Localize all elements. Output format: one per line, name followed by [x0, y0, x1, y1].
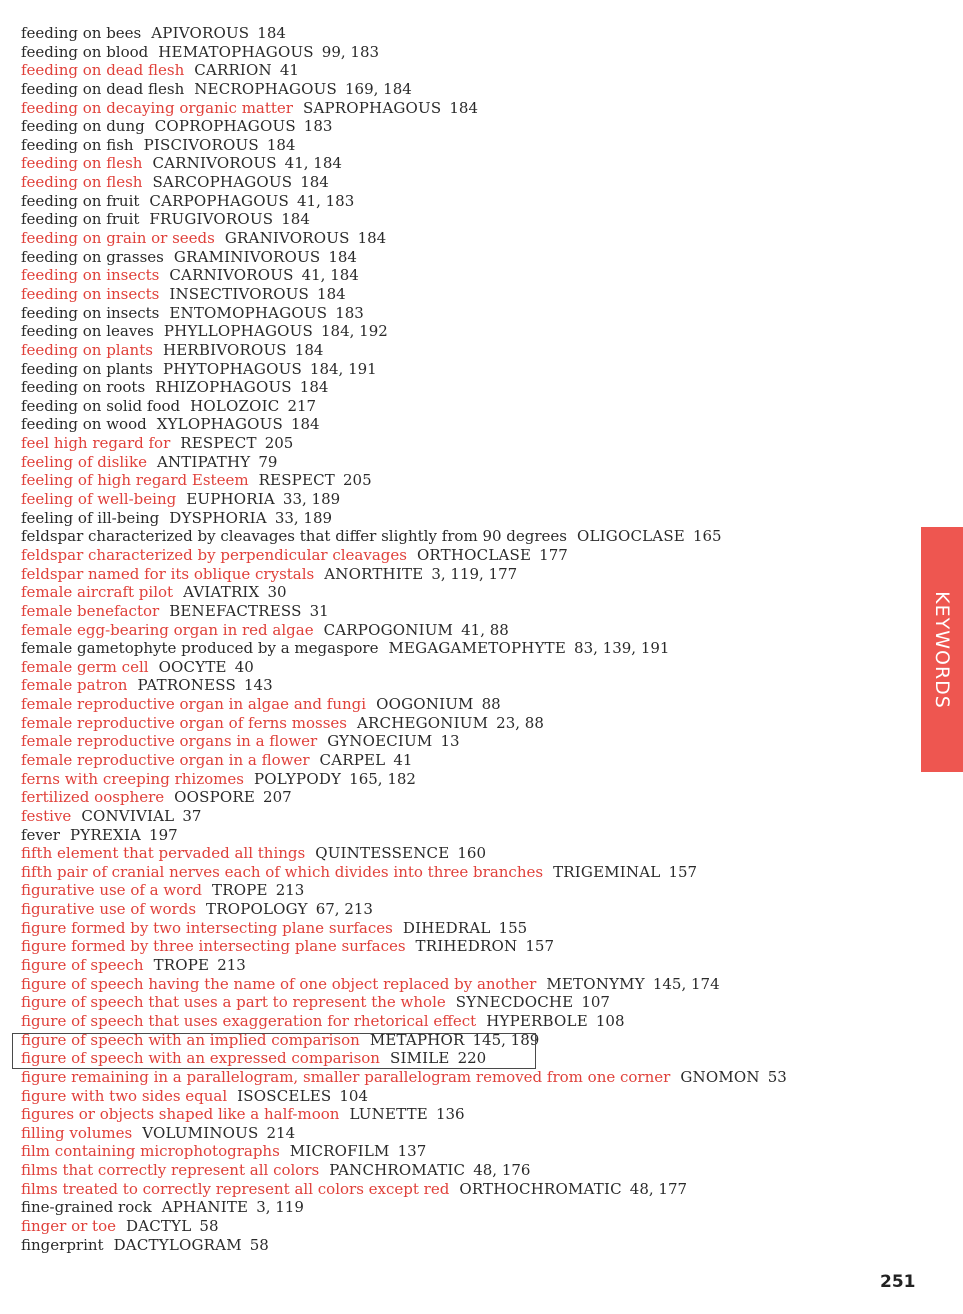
side-tab-label: KEYWORDS	[931, 590, 953, 709]
entry-keyword: feeding on fish	[21, 135, 134, 154]
index-entry	[21, 658, 901, 677]
index-entry	[21, 565, 901, 584]
entry-headword: QUINTESSENCE	[315, 844, 450, 863]
entry-pages: 41, 184	[301, 266, 359, 285]
index-entry	[21, 210, 901, 229]
entry-headword: RESPECT	[258, 471, 336, 490]
entry-keyword: figure remaining in a parallelogram, smaller parallelogram removed from one corner	[21, 1067, 671, 1086]
entry-keyword: figure of speech having the name of one object replaced by another	[21, 974, 537, 993]
entry-headword: AVIATRIX	[183, 583, 260, 602]
index-entry	[21, 900, 901, 919]
entry-keyword: feldspar characterized by perpendicular cleavages	[21, 545, 407, 564]
entry-keyword: festive	[21, 806, 72, 825]
index-entry	[21, 192, 901, 211]
entry-keyword: female germ cell	[21, 657, 149, 676]
entry-pages: 41, 88	[461, 620, 509, 639]
entry-headword: PANCHROMATIC	[329, 1161, 466, 1180]
entry-headword: DIHEDRAL	[402, 918, 491, 937]
index-entry	[21, 453, 901, 472]
entry-headword: CARPEL	[319, 750, 386, 769]
index-entry	[21, 919, 901, 938]
index-entry	[21, 509, 901, 528]
entry-keyword: figurative use of words	[21, 900, 197, 919]
index-entry	[21, 770, 901, 789]
index-entry	[21, 1124, 901, 1143]
index-entry	[21, 527, 901, 546]
entry-pages: 213	[217, 956, 246, 975]
entry-pages: 165	[692, 527, 722, 546]
entry-pages: 58	[199, 1217, 219, 1235]
entry-headword: PISCIVOROUS	[143, 135, 259, 154]
entry-keyword: films treated to correctly represent all colors except red	[21, 1179, 450, 1198]
index-entry	[21, 937, 901, 956]
entry-keyword: fine-grained rock	[21, 1198, 152, 1217]
entry-pages: 220	[457, 1049, 487, 1068]
entry-keyword: feeding on dead flesh	[21, 79, 185, 98]
entry-keyword: films that correctly represent all colors	[21, 1161, 320, 1180]
entry-keyword: feeding on insects	[21, 284, 160, 303]
index-entry	[21, 788, 901, 807]
index-entry	[21, 248, 901, 267]
entry-headword: ORTHOCLASE	[416, 545, 532, 564]
index-entry	[21, 99, 901, 118]
entry-pages: 207	[263, 788, 292, 807]
entry-headword: SAPROPHAGOUS	[302, 98, 442, 117]
entry-pages: 177	[539, 545, 568, 564]
entry-pages: 184, 191	[309, 359, 377, 378]
index-entry	[21, 378, 901, 397]
entry-keyword: fever	[21, 825, 60, 844]
entry-pages: 165, 182	[349, 769, 416, 788]
entry-keyword: feeding on wood	[21, 415, 147, 434]
entry-headword: OOGONIUM	[376, 695, 474, 714]
index-entry	[21, 1217, 901, 1236]
index-entry	[21, 1105, 901, 1124]
entry-pages: 3, 119, 177	[431, 564, 518, 583]
entry-headword: GRAMINIVOROUS	[173, 247, 321, 266]
index-entry	[21, 732, 901, 751]
entry-headword: COPROPHAGOUS	[154, 117, 296, 136]
entry-pages: 88	[481, 695, 501, 714]
index-entry	[21, 1012, 901, 1031]
entry-pages: 48, 176	[473, 1161, 531, 1180]
entry-headword: SYNECDOCHE	[455, 993, 574, 1012]
entry-keyword: feeding on blood	[21, 42, 149, 61]
entry-pages: 31	[309, 601, 329, 620]
entry-pages: 145, 174	[652, 974, 720, 993]
entry-pages: 184	[317, 284, 346, 303]
entry-keyword: female reproductive organs in a flower	[21, 732, 318, 751]
entry-headword: HYPERBOLE	[486, 1011, 588, 1030]
entry-headword: CARPOGONIUM	[323, 620, 454, 639]
index-entry	[21, 956, 901, 975]
entry-pages: 184	[257, 24, 286, 42]
index-entry	[21, 229, 901, 248]
entry-keyword: figure of speech with an implied comparison	[21, 1030, 360, 1049]
entry-keyword: female benefactor	[21, 601, 160, 620]
entry-headword: CARNIVOROUS	[169, 266, 294, 285]
entry-pages: 214	[266, 1123, 296, 1142]
index-entry	[21, 471, 901, 490]
entry-headword: DYSPHORIA	[169, 508, 267, 527]
index-entry	[21, 993, 901, 1012]
entry-headword: VOLUMINOUS	[142, 1123, 259, 1142]
entry-keyword: feeding on grain or seeds	[21, 229, 215, 248]
index-entry	[21, 1161, 901, 1180]
entry-keyword: female patron	[21, 676, 128, 695]
index-entry	[21, 136, 901, 155]
entry-keyword: feeding on plants	[21, 340, 153, 359]
index-entry	[21, 322, 901, 341]
entry-pages: 48, 177	[629, 1179, 688, 1198]
entry-headword: METONYMY	[546, 974, 645, 993]
keywords-side-tab	[921, 527, 963, 772]
entry-keyword: figure of speech that uses exaggeration for rhetorical effect	[21, 1011, 477, 1030]
entry-keyword: feeding on insects	[21, 266, 160, 285]
entry-pages: 184	[449, 98, 479, 117]
entry-headword: GRANIVOROUS	[224, 229, 350, 248]
entry-keyword: feeding on fruit	[21, 210, 140, 229]
entry-keyword: feeding on dead flesh	[21, 61, 185, 80]
entry-pages: 169, 184	[344, 79, 412, 98]
index-entry	[21, 285, 901, 304]
index-entry	[21, 434, 901, 453]
entry-keyword: fifth element that pervaded all things	[21, 844, 306, 863]
entry-headword: MEGAGAMETOPHYTE	[388, 639, 567, 658]
entry-headword: EUPHORIA	[186, 490, 275, 509]
index-entry	[21, 304, 901, 323]
entry-headword: RHIZOPHAGOUS	[155, 378, 292, 397]
entry-headword: DACTYLOGRAM	[113, 1235, 242, 1254]
entry-pages: 41	[279, 61, 299, 80]
entry-headword: DACTYL	[126, 1217, 192, 1235]
index-entry	[21, 546, 901, 565]
entry-headword: MICROFILM	[289, 1142, 390, 1161]
entry-keyword: female reproductive organ of ferns mosses	[21, 713, 347, 732]
index-entry	[21, 621, 901, 640]
entry-pages: 184	[300, 173, 329, 192]
entry-pages: 143	[243, 676, 273, 695]
entry-headword: OOCYTE	[158, 657, 227, 676]
entry-pages: 3, 119	[256, 1198, 304, 1217]
index-entry	[21, 1142, 901, 1161]
entry-headword: CONVIVIAL	[81, 806, 175, 825]
entry-headword: TRIGEMINAL	[553, 862, 661, 881]
entry-headword: BENEFACTRESS	[169, 601, 302, 620]
entry-keyword: ferns with creeping rhizomes	[21, 769, 244, 788]
index-entry	[21, 751, 901, 770]
entry-headword: PHYTOPHAGOUS	[162, 359, 302, 378]
index-entry	[21, 602, 901, 621]
entry-headword: CARRION	[194, 61, 272, 80]
entry-headword: OOSPORE	[174, 788, 256, 807]
entry-keyword: feeling of dislike	[21, 452, 147, 471]
entry-headword: METAPHOR	[369, 1030, 465, 1049]
entry-keyword: fertilized oosphere	[21, 788, 165, 807]
entry-pages: 108	[595, 1011, 625, 1030]
entry-pages: 58	[249, 1235, 269, 1254]
index-entry	[21, 975, 901, 994]
entry-pages: 197	[149, 825, 178, 844]
index-entry	[21, 807, 901, 826]
entry-pages: 217	[287, 396, 317, 415]
entry-keyword: feeding on flesh	[21, 154, 143, 173]
entry-keyword: figures or objects shaped like a half-moon	[21, 1105, 340, 1124]
entry-keyword: figure formed by three intersecting plane surfaces	[21, 937, 406, 956]
entry-keyword: finger or toe	[21, 1217, 116, 1235]
index-entry	[21, 583, 901, 602]
entry-keyword: feeding on bees	[21, 24, 142, 42]
entry-headword: CARNIVOROUS	[152, 154, 277, 173]
entry-keyword: film containing microphotographs	[21, 1142, 280, 1161]
entry-headword: ANTIPATHY	[156, 452, 251, 471]
entry-headword: PHYLLOPHAGOUS	[163, 322, 313, 341]
entry-headword: POLYPODY	[253, 769, 342, 788]
entry-headword: INSECTIVOROUS	[169, 284, 310, 303]
index-entry	[21, 360, 901, 379]
entry-pages: 137	[397, 1142, 427, 1161]
entry-keyword: female reproductive organ in a flower	[21, 750, 310, 769]
index-entry	[21, 173, 901, 192]
entry-keyword: feeding on plants	[21, 359, 153, 378]
entry-pages: 183	[303, 117, 333, 136]
entry-keyword: feeling of ill-being	[21, 508, 160, 527]
entry-pages: 67, 213	[315, 900, 373, 919]
entry-keyword: feldspar characterized by cleavages that differ slightly from 90 degrees	[21, 527, 567, 546]
entry-keyword: figure of speech	[21, 956, 144, 975]
entry-headword: NECROPHAGOUS	[194, 79, 337, 98]
entry-keyword: feeding on decaying organic matter	[21, 98, 293, 117]
entry-pages: 157	[668, 862, 698, 881]
entry-pages: 184	[328, 247, 357, 266]
entry-headword: CARPOPHAGOUS	[149, 191, 290, 210]
entry-keyword: fifth pair of cranial nerves each of which divides into three branches	[21, 862, 544, 881]
entry-keyword: feeling of high regard Esteem	[21, 471, 249, 490]
entry-keyword: feeding on insects	[21, 303, 160, 322]
index-entry	[21, 714, 901, 733]
index-entry	[21, 1180, 901, 1199]
index-entry	[21, 1087, 901, 1106]
entry-headword: ARCHEGONIUM	[356, 713, 489, 732]
entry-headword: ANORTHITE	[324, 564, 424, 583]
index-entry	[21, 695, 901, 714]
entry-keyword: feeding on grasses	[21, 247, 164, 266]
entry-keyword: feeding on leaves	[21, 322, 154, 341]
entry-headword: PATRONESS	[137, 676, 236, 695]
entry-pages: 83, 139, 191	[574, 639, 670, 658]
entry-pages: 184	[290, 415, 320, 434]
entry-headword: HOLOZOIC	[190, 396, 280, 415]
entry-pages: 184, 192	[320, 322, 388, 341]
entry-pages: 184	[294, 340, 324, 359]
entry-pages: 79	[258, 452, 278, 471]
entry-headword: FRUGIVOROUS	[149, 210, 274, 229]
index-entry	[21, 1198, 901, 1217]
index-entry	[21, 1236, 901, 1255]
entry-pages: 40	[234, 657, 254, 676]
entry-headword: ENTOMOPHAGOUS	[169, 303, 328, 322]
entry-headword: TROPE	[212, 881, 268, 900]
entry-pages: 104	[339, 1086, 369, 1105]
entry-pages: 184	[299, 378, 329, 397]
entry-keyword: feeling of well-being	[21, 490, 177, 509]
entry-headword: HEMATOPHAGOUS	[158, 42, 314, 61]
page-number: 251	[880, 1272, 916, 1292]
entry-pages: 205	[343, 471, 372, 490]
entry-pages: 99, 183	[321, 42, 380, 61]
entry-keyword: feldspar named for its oblique crystals	[21, 564, 315, 583]
entry-keyword: filling volumes	[21, 1123, 133, 1142]
entry-pages: 37	[182, 806, 202, 825]
entry-keyword: female aircraft pilot	[21, 583, 174, 602]
index-entry	[21, 881, 901, 900]
entry-keyword: female reproductive organ in algae and fungi	[21, 695, 367, 714]
entry-pages: 41, 184	[284, 154, 342, 173]
entry-pages: 184	[281, 210, 310, 229]
index-entry	[21, 117, 901, 136]
entry-headword: XYLOPHAGOUS	[156, 415, 283, 434]
entry-keyword: fingerprint	[21, 1235, 104, 1254]
entry-pages: 205	[264, 434, 294, 453]
index-entry	[21, 397, 901, 416]
entry-pages: 30	[267, 583, 287, 602]
entry-pages: 157	[525, 937, 554, 956]
entry-keyword: figurative use of a word	[21, 881, 203, 900]
entry-pages: 145, 189	[472, 1030, 540, 1049]
entry-pages: 53	[767, 1067, 787, 1086]
entry-pages: 184	[266, 135, 296, 154]
entry-keyword: feeding on solid food	[21, 396, 181, 415]
entry-pages: 41	[393, 750, 413, 769]
entry-keyword: feeding on fruit	[21, 191, 140, 210]
entry-headword: LUNETTE	[349, 1105, 428, 1124]
entry-headword: TRIHEDRON	[415, 937, 518, 956]
entry-pages: 136	[435, 1105, 465, 1124]
index-entry	[21, 24, 901, 43]
entry-keyword: feeding on flesh	[21, 173, 143, 192]
index-entry	[21, 863, 901, 882]
entry-pages: 23, 88	[496, 713, 544, 732]
entry-pages: 41, 183	[297, 191, 355, 210]
entry-headword: ORTHOCHROMATIC	[459, 1179, 622, 1198]
index-entry	[21, 341, 901, 360]
entry-pages: 33, 189	[282, 490, 341, 509]
entry-headword: TROPOLOGY	[206, 900, 308, 919]
entry-keyword: feel high regard for	[21, 434, 171, 453]
index-entry	[21, 266, 901, 285]
entry-pages: 160	[457, 844, 486, 863]
entry-headword: SARCOPHAGOUS	[152, 173, 293, 192]
entry-keyword: figure with two sides equal	[21, 1086, 228, 1105]
index-entry	[21, 826, 901, 845]
entry-headword: ISOSCELES	[237, 1086, 332, 1105]
entry-keyword: feeding on roots	[21, 378, 146, 397]
index-entry	[21, 844, 901, 863]
entry-pages: 13	[440, 732, 460, 751]
entry-pages: 33, 189	[274, 508, 333, 527]
entry-headword: TROPE	[153, 956, 210, 975]
index-entry	[21, 61, 901, 80]
entry-keyword: figure of speech that uses a part to represent the whole	[21, 993, 446, 1012]
entry-headword: GYNOECIUM	[327, 732, 433, 751]
index-entry	[21, 154, 901, 173]
entry-pages: 107	[581, 993, 610, 1012]
entry-pages: 155	[498, 918, 528, 937]
index-entry	[21, 676, 901, 695]
index-entry	[21, 490, 901, 509]
entry-pages: 184	[357, 229, 387, 248]
entry-pages: 183	[335, 303, 364, 322]
entry-headword: APHANITE	[161, 1198, 249, 1217]
entry-headword: PYREXIA	[69, 825, 142, 844]
keyword-index-list	[21, 24, 901, 1254]
entry-keyword: feeding on dung	[21, 117, 145, 136]
entry-headword: RESPECT	[180, 434, 257, 453]
index-entry	[21, 415, 901, 434]
entry-keyword: figure of speech with an expressed comparison	[21, 1049, 380, 1068]
entry-headword: HERBIVOROUS	[162, 340, 287, 359]
entry-headword: SIMILE	[389, 1049, 450, 1068]
entry-keyword: female gametophyte produced by a megaspore	[21, 639, 379, 658]
entry-keyword: figure formed by two intersecting plane surfaces	[21, 918, 393, 937]
index-entry	[21, 1068, 901, 1087]
entry-headword: APIVOROUS	[151, 24, 250, 42]
entry-headword: OLIGOCLASE	[577, 527, 685, 546]
index-entry	[21, 639, 901, 658]
entry-pages: 213	[275, 881, 305, 900]
index-entry	[21, 80, 901, 99]
highlight-box	[12, 1030, 536, 1069]
entry-headword: GNOMON	[680, 1067, 760, 1086]
entry-keyword: female egg-bearing organ in red algae	[21, 620, 314, 639]
index-entry	[21, 43, 901, 62]
